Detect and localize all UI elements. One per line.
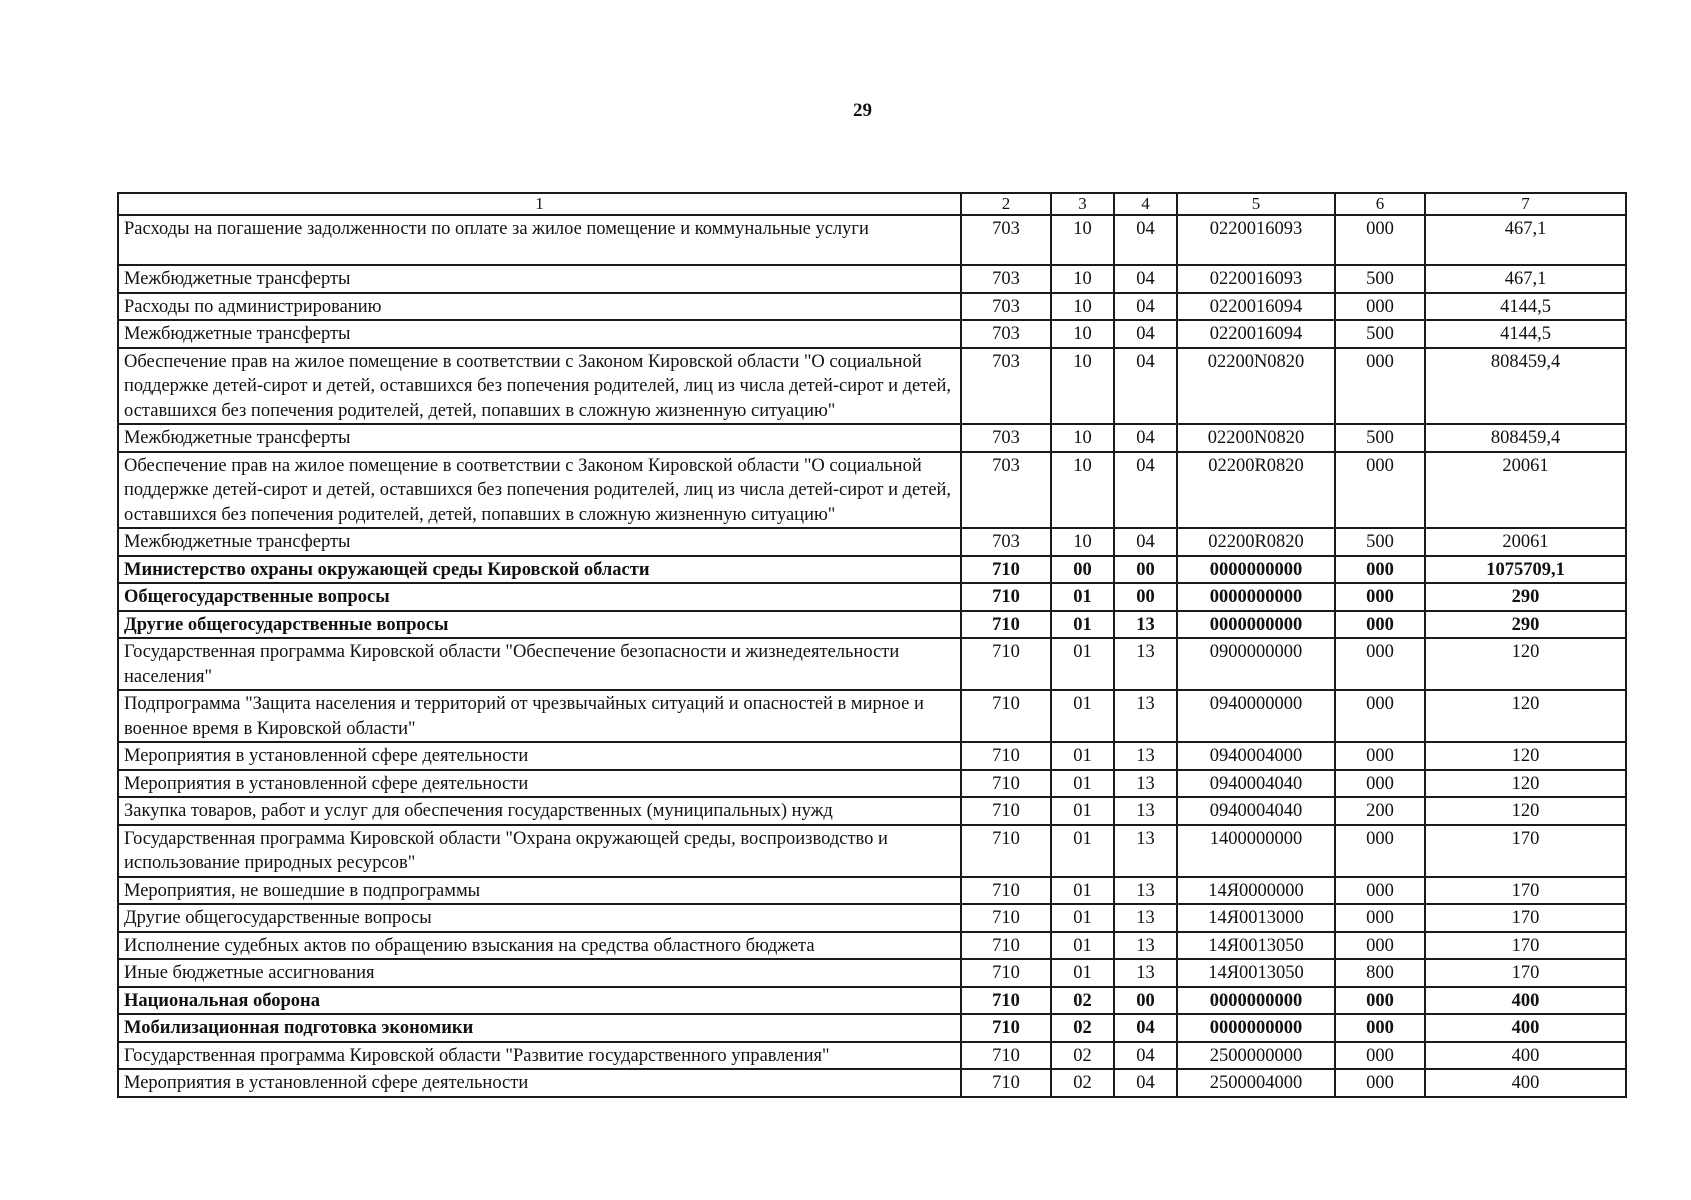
row-col-6-cell: 800 [1335, 959, 1425, 987]
row-amount-cell: 467,1 [1425, 215, 1626, 265]
row-col-5-cell: 0000000000 [1177, 1014, 1335, 1042]
row-name-cell: Мероприятия в установленной сфере деятельности [118, 1069, 961, 1097]
row-col-5-cell: 0000000000 [1177, 987, 1335, 1015]
row-name-cell: Подпрограмма "Защита населения и территорий от чрезвычайных ситуаций и опасностей в мирное и военное время в Кировской области" [118, 690, 961, 742]
row-col-5-cell: 0220016093 [1177, 215, 1335, 265]
row-col-2-cell: 710 [961, 690, 1051, 742]
row-name-cell: Министерство охраны окружающей среды Кировской области [118, 556, 961, 584]
row-col-6-cell: 000 [1335, 293, 1425, 321]
row-amount-cell: 808459,4 [1425, 348, 1626, 425]
row-col-6-cell: 000 [1335, 1014, 1425, 1042]
row-amount-cell: 400 [1425, 1014, 1626, 1042]
table-row [118, 320, 1626, 348]
row-name-cell: Расходы на погашение задолженности по оплате за жилое помещение и коммунальные услуги [118, 215, 961, 265]
row-col-4-cell: 04 [1114, 1069, 1177, 1097]
row-col-6-cell: 000 [1335, 877, 1425, 905]
row-col-6-cell: 000 [1335, 1042, 1425, 1070]
row-col-3-cell: 01 [1051, 877, 1114, 905]
row-amount-cell: 1075709,1 [1425, 556, 1626, 584]
row-col-5-cell: 14Я0013050 [1177, 932, 1335, 960]
row-col-4-cell: 13 [1114, 959, 1177, 987]
row-amount-cell: 290 [1425, 583, 1626, 611]
table-row [118, 690, 1626, 742]
table-row [118, 265, 1626, 293]
row-col-6-cell: 000 [1335, 583, 1425, 611]
table-row [118, 424, 1626, 452]
row-col-3-cell: 01 [1051, 959, 1114, 987]
row-col-2-cell: 703 [961, 528, 1051, 556]
row-col-5-cell: 14Я0013000 [1177, 904, 1335, 932]
row-col-5-cell: 0220016093 [1177, 265, 1335, 293]
row-col-4-cell: 13 [1114, 690, 1177, 742]
row-name-cell: Межбюджетные трансферты [118, 320, 961, 348]
row-col-2-cell: 703 [961, 293, 1051, 321]
row-amount-cell: 120 [1425, 797, 1626, 825]
row-name-cell: Обеспечение прав на жилое помещение в соответствии с Законом Кировской области "О социальной поддержке детей-сирот и детей, оставшихся без попечения родителей, лиц из числа детей-сирот и детей, оставшихся без попечения родителей, детей, попавших в сложную жизненную ситуацию" [118, 452, 961, 529]
row-col-3-cell: 02 [1051, 1042, 1114, 1070]
row-col-6-cell: 000 [1335, 825, 1425, 877]
table-row [118, 742, 1626, 770]
header-col-6: 6 [1335, 193, 1425, 215]
row-col-4-cell: 04 [1114, 1042, 1177, 1070]
row-amount-cell: 20061 [1425, 452, 1626, 529]
row-col-3-cell: 10 [1051, 215, 1114, 265]
row-col-5-cell: 1400000000 [1177, 825, 1335, 877]
row-col-4-cell: 04 [1114, 265, 1177, 293]
row-col-4-cell: 04 [1114, 293, 1177, 321]
row-col-3-cell: 01 [1051, 690, 1114, 742]
row-col-2-cell: 703 [961, 320, 1051, 348]
row-col-3-cell: 01 [1051, 638, 1114, 690]
row-col-5-cell: 2500000000 [1177, 1042, 1335, 1070]
row-col-4-cell: 04 [1114, 320, 1177, 348]
row-col-4-cell: 13 [1114, 904, 1177, 932]
row-col-4-cell: 00 [1114, 556, 1177, 584]
row-amount-cell: 400 [1425, 1042, 1626, 1070]
row-col-3-cell: 01 [1051, 770, 1114, 798]
row-col-4-cell: 13 [1114, 797, 1177, 825]
row-col-5-cell: 0940000000 [1177, 690, 1335, 742]
row-col-6-cell: 000 [1335, 1069, 1425, 1097]
row-col-5-cell: 02200R0820 [1177, 528, 1335, 556]
row-col-2-cell: 703 [961, 215, 1051, 265]
row-col-6-cell: 000 [1335, 452, 1425, 529]
row-col-3-cell: 01 [1051, 583, 1114, 611]
header-col-5: 5 [1177, 193, 1335, 215]
row-name-cell: Расходы по администрированию [118, 293, 961, 321]
row-col-2-cell: 703 [961, 424, 1051, 452]
row-col-4-cell: 13 [1114, 611, 1177, 639]
table-row [118, 770, 1626, 798]
row-col-5-cell: 02200N0820 [1177, 348, 1335, 425]
row-col-3-cell: 10 [1051, 265, 1114, 293]
row-col-4-cell: 13 [1114, 932, 1177, 960]
row-col-5-cell: 0940004040 [1177, 797, 1335, 825]
row-col-4-cell: 13 [1114, 742, 1177, 770]
row-col-2-cell: 710 [961, 797, 1051, 825]
table-row [118, 293, 1626, 321]
table-row [118, 932, 1626, 960]
row-col-5-cell: 14Я0000000 [1177, 877, 1335, 905]
row-name-cell: Мероприятия в установленной сфере деятельности [118, 742, 961, 770]
table-row [118, 959, 1626, 987]
row-name-cell: Национальная оборона [118, 987, 961, 1015]
row-name-cell: Мероприятия в установленной сфере деятельности [118, 770, 961, 798]
row-name-cell: Межбюджетные трансферты [118, 424, 961, 452]
row-col-4-cell: 04 [1114, 215, 1177, 265]
header-col-1: 1 [118, 193, 961, 215]
row-col-2-cell: 710 [961, 1069, 1051, 1097]
row-col-3-cell: 01 [1051, 742, 1114, 770]
row-col-2-cell: 710 [961, 825, 1051, 877]
row-amount-cell: 400 [1425, 1069, 1626, 1097]
row-col-3-cell: 02 [1051, 1069, 1114, 1097]
row-name-cell: Общегосударственные вопросы [118, 583, 961, 611]
row-col-3-cell: 01 [1051, 611, 1114, 639]
row-col-6-cell: 000 [1335, 348, 1425, 425]
row-col-6-cell: 000 [1335, 215, 1425, 265]
row-col-2-cell: 703 [961, 348, 1051, 425]
row-col-2-cell: 710 [961, 932, 1051, 960]
table-row [118, 556, 1626, 584]
row-col-5-cell: 0000000000 [1177, 556, 1335, 584]
row-col-6-cell: 000 [1335, 770, 1425, 798]
row-amount-cell: 4144,5 [1425, 293, 1626, 321]
row-col-5-cell: 02200R0820 [1177, 452, 1335, 529]
row-col-5-cell: 02200N0820 [1177, 424, 1335, 452]
row-amount-cell: 808459,4 [1425, 424, 1626, 452]
table-row [118, 987, 1626, 1015]
row-col-5-cell: 0000000000 [1177, 583, 1335, 611]
row-amount-cell: 400 [1425, 987, 1626, 1015]
row-amount-cell: 467,1 [1425, 265, 1626, 293]
row-col-5-cell: 0220016094 [1177, 293, 1335, 321]
row-amount-cell: 290 [1425, 611, 1626, 639]
row-col-4-cell: 13 [1114, 825, 1177, 877]
row-col-3-cell: 10 [1051, 320, 1114, 348]
row-col-3-cell: 02 [1051, 987, 1114, 1015]
row-name-cell: Исполнение судебных актов по обращению взыскания на средства областного бюджета [118, 932, 961, 960]
row-col-5-cell: 0220016094 [1177, 320, 1335, 348]
row-name-cell: Межбюджетные трансферты [118, 265, 961, 293]
row-col-4-cell: 04 [1114, 1014, 1177, 1042]
row-name-cell: Мобилизационная подготовка экономики [118, 1014, 961, 1042]
header-col-2: 2 [961, 193, 1051, 215]
row-col-2-cell: 710 [961, 1042, 1051, 1070]
row-col-2-cell: 703 [961, 265, 1051, 293]
row-col-6-cell: 000 [1335, 932, 1425, 960]
table-row [118, 348, 1626, 425]
row-col-5-cell: 0940004000 [1177, 742, 1335, 770]
row-amount-cell: 170 [1425, 877, 1626, 905]
row-col-4-cell: 13 [1114, 770, 1177, 798]
row-amount-cell: 120 [1425, 742, 1626, 770]
row-amount-cell: 170 [1425, 904, 1626, 932]
row-col-6-cell: 000 [1335, 690, 1425, 742]
row-amount-cell: 170 [1425, 932, 1626, 960]
header-col-7: 7 [1425, 193, 1626, 215]
table-row [118, 611, 1626, 639]
row-col-2-cell: 710 [961, 877, 1051, 905]
row-name-cell: Другие общегосударственные вопросы [118, 904, 961, 932]
row-name-cell: Обеспечение прав на жилое помещение в соответствии с Законом Кировской области "О социальной поддержке детей-сирот и детей, оставшихся без попечения родителей, лиц из числа детей-сирот и детей, оставшихся без попечения родителей, детей, попавших в сложную жизненную ситуацию" [118, 348, 961, 425]
row-col-4-cell: 04 [1114, 452, 1177, 529]
row-col-3-cell: 01 [1051, 825, 1114, 877]
row-col-6-cell: 000 [1335, 987, 1425, 1015]
row-col-2-cell: 710 [961, 583, 1051, 611]
row-amount-cell: 170 [1425, 825, 1626, 877]
row-col-3-cell: 01 [1051, 932, 1114, 960]
table-row [118, 583, 1626, 611]
table-row [118, 797, 1626, 825]
row-col-2-cell: 710 [961, 1014, 1051, 1042]
row-col-6-cell: 000 [1335, 742, 1425, 770]
header-col-3: 3 [1051, 193, 1114, 215]
table-row [118, 638, 1626, 690]
row-col-6-cell: 000 [1335, 611, 1425, 639]
row-amount-cell: 120 [1425, 770, 1626, 798]
row-amount-cell: 20061 [1425, 528, 1626, 556]
row-col-6-cell: 000 [1335, 904, 1425, 932]
row-col-6-cell: 000 [1335, 638, 1425, 690]
row-col-3-cell: 10 [1051, 452, 1114, 529]
table-header-row [118, 193, 1626, 215]
row-col-2-cell: 710 [961, 611, 1051, 639]
row-col-5-cell: 2500004000 [1177, 1069, 1335, 1097]
table-row [118, 452, 1626, 529]
row-col-3-cell: 10 [1051, 528, 1114, 556]
row-col-6-cell: 000 [1335, 556, 1425, 584]
row-col-4-cell: 00 [1114, 987, 1177, 1015]
row-col-2-cell: 710 [961, 556, 1051, 584]
row-col-3-cell: 01 [1051, 904, 1114, 932]
row-name-cell: Государственная программа Кировской области "Охрана окружающей среды, воспроизводство и использование природных ресурсов" [118, 825, 961, 877]
row-col-6-cell: 500 [1335, 528, 1425, 556]
table-row [118, 825, 1626, 877]
row-name-cell: Межбюджетные трансферты [118, 528, 961, 556]
row-col-2-cell: 710 [961, 987, 1051, 1015]
row-col-6-cell: 500 [1335, 265, 1425, 293]
row-col-2-cell: 710 [961, 959, 1051, 987]
row-col-6-cell: 500 [1335, 320, 1425, 348]
row-col-4-cell: 13 [1114, 877, 1177, 905]
row-col-4-cell: 04 [1114, 528, 1177, 556]
row-col-3-cell: 01 [1051, 797, 1114, 825]
row-col-3-cell: 02 [1051, 1014, 1114, 1042]
row-amount-cell: 120 [1425, 690, 1626, 742]
row-col-4-cell: 04 [1114, 348, 1177, 425]
row-col-5-cell: 0900000000 [1177, 638, 1335, 690]
row-amount-cell: 170 [1425, 959, 1626, 987]
row-col-6-cell: 200 [1335, 797, 1425, 825]
row-col-4-cell: 13 [1114, 638, 1177, 690]
row-col-5-cell: 0940004040 [1177, 770, 1335, 798]
row-col-3-cell: 10 [1051, 348, 1114, 425]
row-col-2-cell: 710 [961, 638, 1051, 690]
table-row [118, 215, 1626, 265]
row-col-3-cell: 10 [1051, 293, 1114, 321]
row-col-2-cell: 710 [961, 904, 1051, 932]
table-row [118, 1042, 1626, 1070]
table-row [118, 904, 1626, 932]
row-name-cell: Государственная программа Кировской области "Обеспечение безопасности и жизнедеятельности населения" [118, 638, 961, 690]
row-amount-cell: 120 [1425, 638, 1626, 690]
row-name-cell: Иные бюджетные ассигнования [118, 959, 961, 987]
table-row [118, 877, 1626, 905]
row-name-cell: Закупка товаров, работ и услуг для обеспечения государственных (муниципальных) нужд [118, 797, 961, 825]
table-row [118, 528, 1626, 556]
row-name-cell: Другие общегосударственные вопросы [118, 611, 961, 639]
row-col-2-cell: 710 [961, 770, 1051, 798]
row-name-cell: Государственная программа Кировской области "Развитие государственного управления" [118, 1042, 961, 1070]
row-name-cell: Мероприятия, не вошедшие в подпрограммы [118, 877, 961, 905]
budget-table [117, 192, 1627, 1098]
row-col-4-cell: 00 [1114, 583, 1177, 611]
row-col-4-cell: 04 [1114, 424, 1177, 452]
row-col-3-cell: 00 [1051, 556, 1114, 584]
row-col-5-cell: 14Я0013050 [1177, 959, 1335, 987]
row-col-5-cell: 0000000000 [1177, 611, 1335, 639]
page-number: 29 [853, 100, 872, 121]
table-row [118, 1014, 1626, 1042]
table-row [118, 1069, 1626, 1097]
row-col-3-cell: 10 [1051, 424, 1114, 452]
row-col-2-cell: 710 [961, 742, 1051, 770]
row-amount-cell: 4144,5 [1425, 320, 1626, 348]
header-col-4: 4 [1114, 193, 1177, 215]
row-col-2-cell: 703 [961, 452, 1051, 529]
row-col-6-cell: 500 [1335, 424, 1425, 452]
